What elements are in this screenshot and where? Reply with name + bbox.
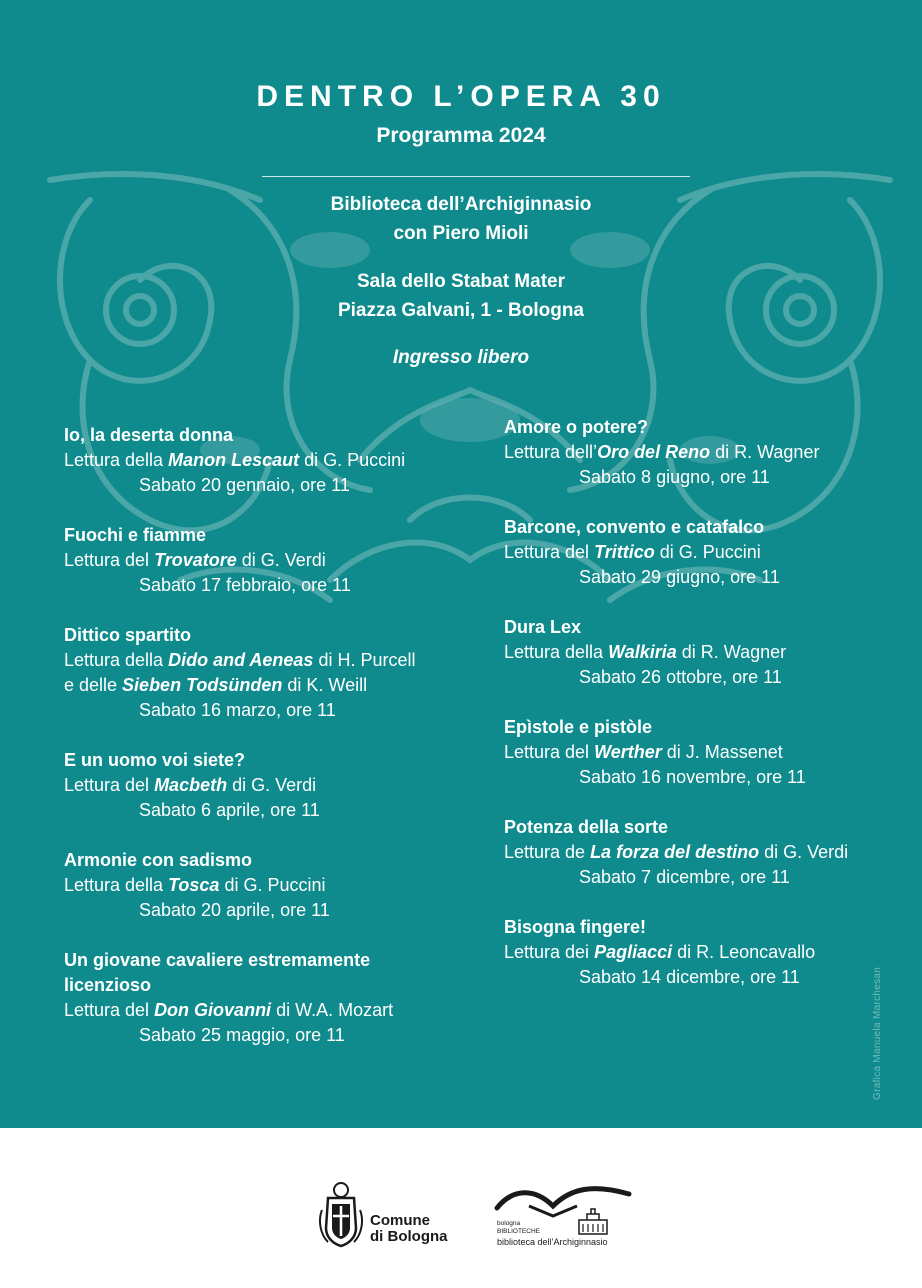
event-title: Fuochi e fiamme (64, 525, 207, 545)
event-work: Lettura della Manon Lescaut di G. Puccini (64, 450, 406, 470)
event-work: Lettura della Walkiria di R. Wagner (504, 642, 787, 662)
event-item (504, 715, 922, 790)
event-item (64, 748, 484, 823)
event-title: Un giovane cavaliere estremamente (64, 950, 371, 970)
header (0, 78, 922, 150)
event-work: Lettura del Don Giovanni di W.A. Mozart (64, 1000, 394, 1020)
venue-library (0, 190, 922, 248)
event-item (64, 948, 484, 1048)
host-name: con Piero Mioli (393, 223, 529, 244)
event-item (504, 815, 922, 890)
comune-name: Comune di Bologna (370, 1212, 448, 1245)
biblioteca-name: biblioteca dell’Archiginnasio (497, 1237, 608, 1247)
library-name: Biblioteca dell’Archiginnasio (330, 194, 592, 215)
comune-logo (318, 1180, 468, 1250)
biblioteche-logo (493, 1180, 653, 1250)
event-date: Sabato 25 maggio, ore 11 (139, 1025, 345, 1045)
event-title: E un uomo voi siete? (64, 750, 246, 770)
page-title: DENTRO L’OPERA 30 (256, 80, 666, 113)
event-title: Dura Lex (504, 617, 582, 637)
coat-of-arms-icon (318, 1180, 364, 1250)
event-date: Sabato 20 gennaio, ore 11 (139, 475, 350, 495)
page-subtitle: Programma 2024 (376, 124, 546, 147)
event-work: Lettura della Dido and Aeneas di H. Purcell (64, 650, 416, 670)
address: Piazza Galvani, 1 - Bologna (337, 300, 584, 321)
event-work: Lettura del Trovatore di G. Verdi (64, 550, 326, 570)
event-work: Lettura della Tosca di G. Puccini (64, 875, 326, 895)
event-title: Dittico spartito (64, 625, 192, 645)
event-title: Epìstole e pistòle (504, 717, 653, 737)
event-work: Lettura de La forza del destino di G. Verdi (504, 842, 849, 862)
event-date: Sabato 7 dicembre, ore 11 (579, 867, 790, 887)
event-work: Lettura del Trittico di G. Puccini (504, 542, 761, 562)
event-title-cont: licenzioso (64, 975, 152, 995)
event-title: Io, la deserta donna (64, 425, 234, 445)
event-item (64, 523, 484, 598)
event-item (64, 623, 484, 723)
biblioteche-label: bologna BIBLIOTECHE (497, 1220, 540, 1235)
entry-note: Ingresso libero (392, 347, 530, 368)
event-item (64, 423, 484, 498)
event-title: Armonie con sadismo (64, 850, 253, 870)
event-date: Sabato 8 giugno, ore 11 (579, 467, 770, 487)
event-date: Sabato 29 giugno, ore 11 (579, 567, 780, 587)
event-work: Lettura dei Pagliacci di R. Leoncavallo (504, 942, 816, 962)
event-title: Potenza della sorte (504, 817, 669, 837)
footer (0, 1128, 922, 1288)
event-work-2: e delle Sieben Todsünden di K. Weill (64, 675, 368, 695)
event-work: Lettura del Werther di J. Massenet (504, 742, 783, 762)
open-book-icon (493, 1180, 633, 1220)
event-title: Bisogna fingere! (504, 917, 647, 937)
hall-name: Sala dello Stabat Mater (356, 271, 565, 292)
event-date: Sabato 14 dicembre, ore 11 (579, 967, 800, 987)
archiginnasio-building-icon (575, 1206, 611, 1236)
design-credit: Grafica Manuela Marchesan (872, 966, 883, 1100)
event-date: Sabato 26 ottobre, ore 11 (579, 667, 782, 687)
event-item (504, 415, 922, 490)
event-title: Barcone, convento e catafalco (504, 517, 765, 537)
event-title: Amore o potere? (504, 417, 649, 437)
event-item (504, 915, 922, 990)
divider (262, 176, 690, 177)
event-item (64, 848, 484, 923)
event-item (504, 515, 922, 590)
event-item (504, 615, 922, 690)
event-work: Lettura del Macbeth di G. Verdi (64, 775, 317, 795)
event-date: Sabato 16 novembre, ore 11 (579, 767, 806, 787)
event-date: Sabato 20 aprile, ore 11 (139, 900, 330, 920)
venue-address (0, 267, 922, 325)
event-work: Lettura dell’Oro del Reno di R. Wagner (504, 442, 820, 462)
event-date: Sabato 6 aprile, ore 11 (139, 800, 320, 820)
event-date: Sabato 17 febbraio, ore 11 (139, 575, 351, 595)
event-date: Sabato 16 marzo, ore 11 (139, 700, 336, 720)
